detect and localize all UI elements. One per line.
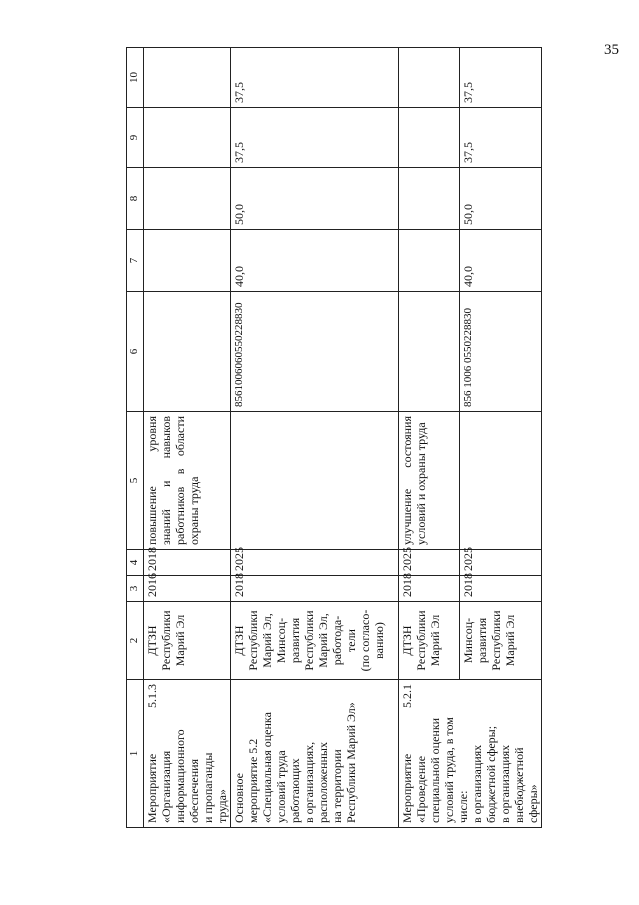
- value-2019-cell: [144, 48, 231, 108]
- table-row: [144, 48, 231, 828]
- executor-cell: Минсоц- развития Республики Марий Эл: [460, 602, 542, 680]
- value-2019-cell: 37,5: [231, 48, 399, 108]
- value-2017-cell: 50,0: [231, 168, 399, 230]
- budget-code-cell: [399, 292, 460, 412]
- end-year-cell: 2025: [231, 550, 399, 576]
- end-year-cell: 2025: [460, 550, 542, 576]
- table-row: [399, 48, 460, 828]
- measure-number: 5.2.1: [400, 684, 414, 708]
- end-year-cell: 2018: [144, 550, 231, 576]
- result-cell: улучшение состояния условий и охраны труда: [399, 412, 460, 550]
- header-row: [127, 48, 144, 828]
- value-2016-cell: [144, 230, 231, 292]
- measure-title: Основное мероприятие 5.2 «Специальная оценка условий труда работающих в организациях, расположенных на территории Республики Марий Эл»: [231, 680, 399, 828]
- value-2018-cell: [399, 108, 460, 168]
- col-header-5: 5: [127, 412, 144, 550]
- value-2016-cell: 40,0: [231, 230, 399, 292]
- value-2017-cell: 50,0: [460, 168, 542, 230]
- budget-code-cell: 856100606055022883​0: [231, 292, 399, 412]
- measure-cell: [144, 680, 231, 828]
- end-year-cell: 2025: [399, 550, 460, 576]
- result-cell: [460, 412, 542, 550]
- program-table: [126, 47, 542, 828]
- col-header-3: 3: [127, 576, 144, 602]
- value-2016-cell: 40,0: [460, 230, 542, 292]
- value-2019-cell: 37,5: [460, 48, 542, 108]
- col-header-8: 8: [127, 168, 144, 230]
- budget-code-cell: [144, 292, 231, 412]
- value-2018-cell: 37,5: [231, 108, 399, 168]
- value-2019-cell: [399, 48, 460, 108]
- value-2016-cell: [399, 230, 460, 292]
- executor-cell: ДТЗН Республики Марий Эл: [144, 602, 231, 680]
- start-year-cell: 2018: [399, 576, 460, 602]
- start-year-cell: 2018: [460, 576, 542, 602]
- measure-title: Мероприятие «Организация информационного обеспечения и пропаганды труда»: [145, 729, 229, 823]
- col-header-9: 9: [127, 108, 144, 168]
- measure-cell: [399, 680, 542, 828]
- result-cell: повышение уровня знаний и навыков работников в области охраны труда: [144, 412, 231, 550]
- col-header-2: 2: [127, 602, 144, 680]
- col-header-10: 10: [127, 48, 144, 108]
- table-row: [231, 48, 399, 828]
- executor-cell: ДТЗН Республики Марий Эл: [399, 602, 460, 680]
- col-header-4: 4: [127, 550, 144, 576]
- col-header-7: 7: [127, 230, 144, 292]
- budget-code-cell: 856 1006 0550228830: [460, 292, 542, 412]
- executor-cell: ДТЗН Республики Марий Эл, Минсоц- развития Республики Марий Эл, работода- тели (по согласо- ванию): [231, 602, 399, 680]
- col-header-6: 6: [127, 292, 144, 412]
- col-header-1: 1: [127, 680, 144, 828]
- rotated-table-container: [126, 48, 556, 828]
- start-year-cell: 2018: [231, 576, 399, 602]
- start-year-cell: 2016: [144, 576, 231, 602]
- value-2017-cell: [399, 168, 460, 230]
- value-2018-cell: [144, 108, 231, 168]
- value-2017-cell: [144, 168, 231, 230]
- page-number: 35: [604, 42, 619, 58]
- value-2018-cell: 37,5: [460, 108, 542, 168]
- result-cell: [231, 412, 399, 550]
- measure-number: 5.1.3: [145, 684, 159, 708]
- measure-title: Мероприятие «Проведение специальной оценки условий труда, в том числе: в организациях бюджетной сферы; в организациях внебюджетной сферы»: [400, 717, 540, 823]
